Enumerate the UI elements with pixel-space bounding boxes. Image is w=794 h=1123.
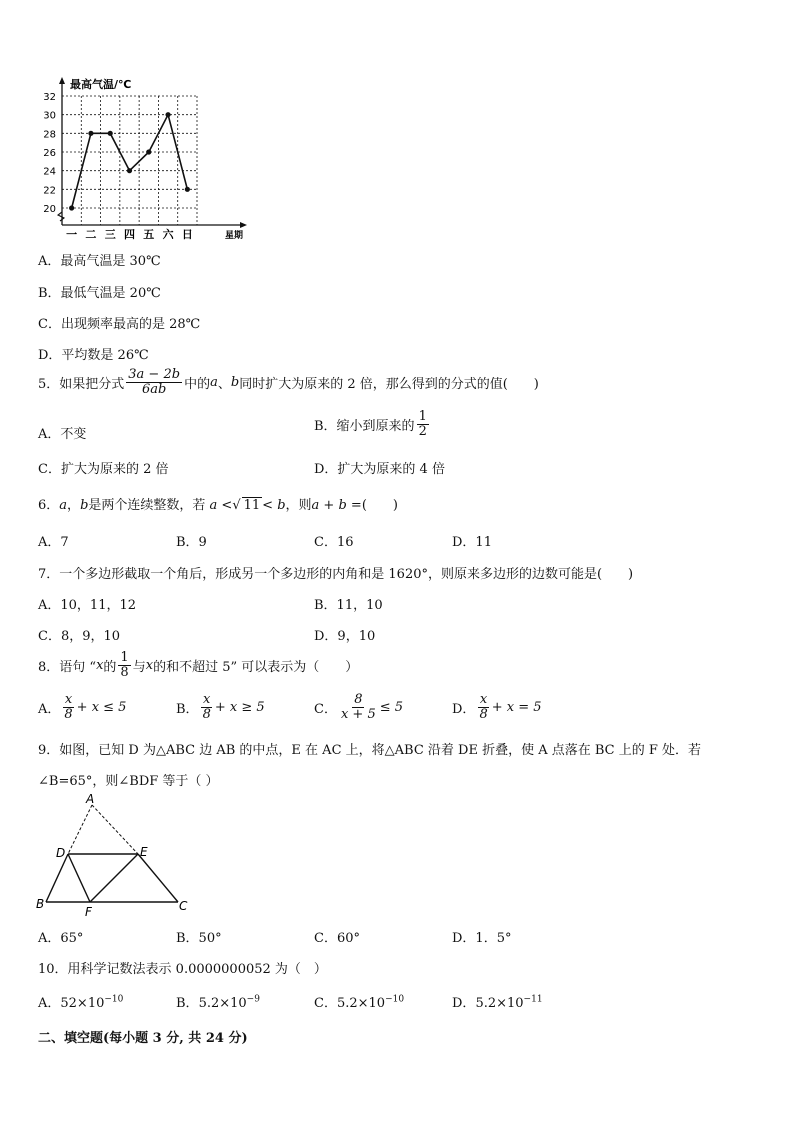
q5-option-a: A．不变 xyxy=(38,427,87,442)
label-B: B xyxy=(36,897,45,911)
temperature-line-chart xyxy=(28,72,258,244)
q8-option-d-num: x xyxy=(479,692,488,707)
temperature-series-line xyxy=(72,115,188,208)
section-2-heading: 二、填空题(每小题 3 分, 共 24 分) xyxy=(38,1031,248,1046)
q5-option-b-fraction xyxy=(417,410,429,438)
y-tick-label: 26 xyxy=(43,148,56,159)
q8-option-a-rest: + x ≤ 5 xyxy=(76,699,127,715)
x-tick-label: 六 xyxy=(162,228,174,241)
q9-option-c: C．60° xyxy=(314,931,360,946)
x-axis-arrow-icon xyxy=(240,222,247,228)
y-tick-label: 28 xyxy=(43,129,56,141)
q8-option-b-num: x xyxy=(203,692,211,707)
y-tick-label: 24 xyxy=(43,166,56,178)
y-tick-label: 20 xyxy=(43,204,56,215)
segment-E-F xyxy=(90,854,138,902)
x-tick-label: 日 xyxy=(181,228,193,241)
q5-option-b-den: 2 xyxy=(418,423,427,439)
q6-option-c: C．16 xyxy=(314,535,354,550)
y-axis-arrow-icon xyxy=(59,77,65,84)
q5-frac-den: 6ab xyxy=(142,381,167,397)
q5-suffix: 同时扩大为原来的 2 倍，那么得到的分式的值( ) xyxy=(239,376,539,392)
q8-option-d-label: D． xyxy=(452,701,476,717)
q6-mid: 是两个连续整数，若 xyxy=(88,498,206,513)
q8-prefix: 8．语句 “ xyxy=(38,659,97,675)
label-C: C xyxy=(179,899,188,913)
x-axis-label: 星期 xyxy=(225,231,244,241)
q8-option-c-fraction xyxy=(339,693,378,721)
q4-option-a: A．最高气温是 30℃ xyxy=(38,254,161,269)
segment-D-B xyxy=(46,854,68,902)
q5-mid: 中的 xyxy=(184,376,211,392)
label-D: D xyxy=(56,846,66,860)
q5-var-b: b xyxy=(230,374,240,390)
q10-option-c-label: C． xyxy=(314,996,337,1011)
y-axis-label: 最高气温/℃ xyxy=(70,78,132,91)
q8-option-b-label: B． xyxy=(176,701,199,717)
q5-prefix: 5．如果把分式 xyxy=(38,376,125,392)
q6-ineq-b: < b xyxy=(262,498,286,513)
q8-fraction xyxy=(118,651,130,679)
q9-stem-line2: ∠B=65°，则∠BDF 等于（ ） xyxy=(38,774,219,789)
q5-option-b-num: 1 xyxy=(418,409,427,424)
q6-tail: ，则 xyxy=(285,498,312,513)
q10-option-d-exp: −11 xyxy=(523,994,543,1005)
data-point xyxy=(88,131,93,136)
label-E: E xyxy=(140,845,148,859)
q8-mid2: 与 xyxy=(132,659,146,675)
data-point xyxy=(146,149,151,154)
q8-suffix: 的和不超过 5” 可以表示为（ ） xyxy=(153,659,359,675)
sqrt-icon: √ xyxy=(232,498,241,513)
q8-frac-num: 1 xyxy=(120,650,129,665)
q6-option-b: B．9 xyxy=(176,535,207,550)
q8-option-d-fraction xyxy=(477,693,489,721)
q5-stem xyxy=(38,368,539,396)
y-tick-label: 22 xyxy=(43,185,56,197)
data-point xyxy=(165,112,170,117)
q10-option-d-base: 5.2×10 xyxy=(475,996,524,1011)
q7-option-a: A．10，11，12 xyxy=(38,598,137,613)
q8-option-b xyxy=(176,693,265,721)
q10-option-a-label: A． xyxy=(38,996,61,1011)
q8-option-d xyxy=(452,693,542,721)
q9-triangle-diagram xyxy=(32,792,202,922)
q9-option-d: D．1．5° xyxy=(452,931,512,946)
y-tick-label: 32 xyxy=(43,92,56,103)
q6-option-d: D．11 xyxy=(452,535,492,550)
q7-stem: 7．一个多边形截取一个角后，形成另一个多边形的内角和是 1620°，则原来多边形的边数可能是( ) xyxy=(38,567,634,582)
data-point xyxy=(185,187,190,192)
q6-stem xyxy=(38,494,398,513)
q10-option-c-exp: −10 xyxy=(385,994,405,1005)
q8-option-b-rest: + x ≥ 5 xyxy=(214,699,265,715)
q10-option-d-label: D． xyxy=(452,996,476,1011)
q5-option-b xyxy=(314,410,431,438)
q5-option-d: D．扩大为原来的 4 倍 xyxy=(314,462,445,477)
q6-var-a: a xyxy=(59,498,68,513)
q10-option-c-base: 5.2×10 xyxy=(336,996,386,1011)
q8-frac-den: 8 xyxy=(120,664,129,680)
q8-mid1: 的 xyxy=(103,659,117,675)
q8-option-a-den: 8 xyxy=(64,706,73,722)
segment-D-F xyxy=(68,854,90,902)
q8-option-d-rest: + x = 5 xyxy=(491,699,542,715)
q7-option-c: C．8，9，10 xyxy=(38,629,121,644)
q9-option-a: A．65° xyxy=(38,931,84,946)
q8-option-d-den: 8 xyxy=(479,706,488,722)
q10-option-a xyxy=(38,992,123,1011)
data-point xyxy=(127,168,132,173)
q9-option-b: B．50° xyxy=(176,931,222,946)
q5-option-b-text: B．缩小到原来的 xyxy=(314,418,415,434)
q6-paren: ( ) xyxy=(361,498,398,513)
segment-A-E xyxy=(92,805,138,854)
q5-var-a: a xyxy=(210,374,218,390)
q8-option-b-fraction xyxy=(201,693,213,721)
label-A: A xyxy=(86,792,95,806)
q8-option-b-den: 8 xyxy=(202,706,211,722)
q6-var-b: b xyxy=(80,498,89,513)
q8-option-a-num: x xyxy=(64,692,73,707)
q9-stem-line1: 9．如图，已知 D 为△ABC 边 AB 的中点，E 在 AC 上，将△ABC 沿着 DE 折叠，使 A 点落在 BC 上的 F 处．若 xyxy=(38,743,702,758)
q8-option-c xyxy=(314,693,403,721)
y-tick-label: 30 xyxy=(43,110,56,122)
q10-option-b-label: B． xyxy=(176,996,199,1011)
q5-frac-num: 3a − 2b xyxy=(128,367,181,382)
q4-option-b: B．最低气温是 20℃ xyxy=(38,286,161,301)
q6-option-a: A．7 xyxy=(38,535,69,550)
q6-prefix: 6． xyxy=(38,498,60,513)
q8-x2: x xyxy=(145,657,154,673)
q8-option-c-rest: ≤ 5 xyxy=(379,699,404,715)
q5-fraction xyxy=(126,368,182,396)
q8-option-c-num: 8 xyxy=(354,692,363,707)
q4-option-d: D．平均数是 26℃ xyxy=(38,348,149,363)
q8-option-a-label: A． xyxy=(38,701,61,717)
q8-option-a xyxy=(38,693,126,721)
x-tick-label: 二 xyxy=(85,228,97,241)
q6-sqrt-value: 11 xyxy=(243,498,261,513)
data-point xyxy=(108,131,113,136)
q10-option-a-base: 52×10 xyxy=(60,996,105,1011)
q5-sep: 、 xyxy=(217,376,231,392)
q6-sum: a + b = xyxy=(311,498,362,513)
q10-option-a-exp: −10 xyxy=(104,994,124,1005)
q10-option-b-exp: −9 xyxy=(246,994,260,1005)
q10-option-b-base: 5.2×10 xyxy=(198,996,247,1011)
q10-option-b xyxy=(176,992,260,1011)
q5-option-c: C．扩大为原来的 2 倍 xyxy=(38,462,169,477)
x-tick-label: 五 xyxy=(143,228,155,241)
q7-option-b: B．11，10 xyxy=(314,598,383,613)
x-tick-label: 三 xyxy=(104,228,116,241)
q8-option-a-fraction xyxy=(62,693,74,721)
segment-A-D xyxy=(68,805,92,854)
x-tick-label: 一 xyxy=(66,228,78,241)
q10-option-c xyxy=(314,992,404,1011)
q8-option-c-den: x + 5 xyxy=(340,706,376,722)
q6-ineq-a: a < xyxy=(209,498,233,513)
x-tick-label: 四 xyxy=(124,228,135,241)
q8-option-c-label: C． xyxy=(314,701,337,717)
q7-option-d: D．9，10 xyxy=(314,629,376,644)
segment-E-C xyxy=(138,854,178,902)
q4-option-c: C．出现频率最高的是 28℃ xyxy=(38,317,201,332)
q6-comma: ， xyxy=(67,498,81,513)
q10-option-d xyxy=(452,992,543,1011)
label-F: F xyxy=(85,905,92,919)
data-point xyxy=(69,205,74,210)
q10-stem: 10．用科学记数法表示 0.0000000052 为（ ） xyxy=(38,962,327,977)
q8-stem xyxy=(38,651,358,679)
axis-break-icon xyxy=(58,212,64,221)
q8-x1: x xyxy=(96,657,104,673)
